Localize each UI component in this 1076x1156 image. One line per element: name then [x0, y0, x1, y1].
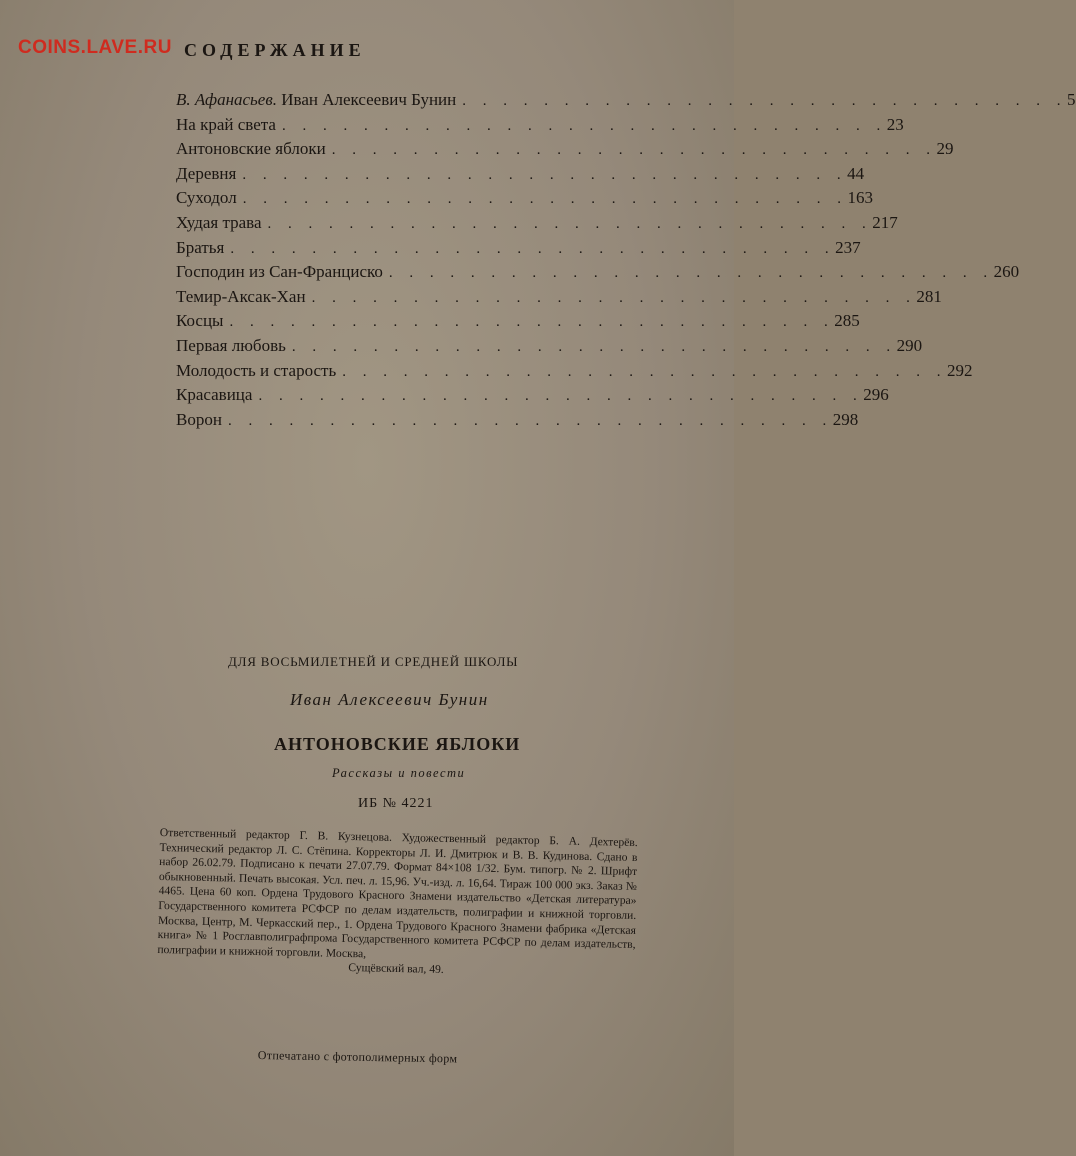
toc-leader-dots: . . . . . . . . . . . . . . . . . . . . . . . . . . . . . . — [311, 289, 917, 306]
toc-item — [176, 236, 861, 261]
toc-item-page: 163 — [847, 188, 873, 208]
toc-item-title — [176, 408, 228, 433]
toc-item — [176, 113, 904, 138]
toc-item-page: 44 — [847, 163, 865, 183]
ib-number: ИБ № 4221 — [358, 796, 434, 811]
toc-item — [176, 186, 873, 211]
toc-item-title-text: Худая трава — [176, 212, 262, 232]
book-author: Иван Алексеевич Бунин — [290, 690, 489, 709]
toc-item-title-text: Суходол — [176, 188, 237, 208]
toc-item-title-text: Первая любовь — [176, 335, 286, 355]
toc-item-page: 292 — [947, 360, 973, 380]
toc-item-title — [176, 137, 332, 162]
toc-leader-dots: . . . . . . . . . . . . . . . . . . . . . . . . . . . . . . — [281, 117, 887, 134]
toc-item-page: 285 — [834, 311, 860, 331]
toc-leader-dots: . . . . . . . . . . . . . . . . . . . . . . . . . . . . . . — [342, 363, 947, 380]
toc-item-title-text: Иван Алексеевич Бунин — [281, 90, 457, 109]
toc-item-author: В. Афанасьев. — [176, 90, 277, 109]
toc-item-page: 217 — [872, 212, 898, 232]
toc-item-title-text: Деревня — [176, 163, 237, 183]
toc-item-title — [176, 334, 292, 359]
toc-item-title-text: Молодость и старость — [176, 360, 337, 380]
imprint-block — [157, 826, 638, 982]
toc-item-title — [176, 359, 342, 384]
series-line: ДЛЯ ВОСЬМИЛЕТНЕЙ И СРЕДНЕЙ ШКОЛЫ — [228, 654, 519, 669]
toc-item-title — [176, 236, 230, 261]
imprint-text: Ответственный редактор Г. В. Кузнецова. Художественный редактор Б. А. Дехтерёв. Технический редактор Л. С. Стёпина. Корректоры Л. И. Дмитрюк и В. В. Кудинова. Сдано в набор 26.02.79. Подписано к печати 27.07.79. Формат 84×108 1/32. Бум. типогр. № 2. Шрифт обыкновенный. Печать высокая. Усл. печ. л. 15,96. Уч.-изд. л. 16,64. Тираж 100 000 экз. Заказ № 4465. Цена 60 коп. Ордена Трудового Красного Знамени издательство «Детская литература» Государственного комитета РСФСР по делам издательств, полиграфии и книжной торговли. Москва, Центр, М. Черкасский пер., 1. Ордена Трудового Красного Знамени фабрика «Детская книга» № 1 Росглавполиграфпрома Государственного комитета РСФСР по делам издательств, полиграфии и книжной торговли. Москва, — [157, 826, 638, 961]
toc-item-page: 290 — [896, 335, 923, 355]
toc-item-page: 281 — [916, 286, 942, 306]
imprint-address: Сущёвский вал, 49. — [348, 961, 444, 977]
toc-item — [176, 309, 860, 334]
printed-note: Отпечатано с фотополимерных форм — [257, 1048, 458, 1066]
toc-leader-dots: . . . . . . . . . . . . . . . . . . . . . . . . . . . . . . — [267, 215, 873, 232]
toc-item-title-text: Антоновские яблоки — [176, 139, 326, 159]
table-of-contents — [176, 88, 1076, 432]
toc-item-title-text: На край света — [176, 114, 276, 134]
toc-item — [176, 359, 973, 384]
toc-leader-dots: . . . . . . . . . . . . . . . . . . . . . . . . . . . . . . — [230, 240, 836, 257]
toc-leader-dots: . . . . . . . . . . . . . . . . . . . . . . . . . . . . . . — [291, 338, 897, 355]
toc-item-title-text: Ворон — [176, 409, 222, 429]
toc-item-page: 298 — [832, 409, 859, 429]
toc-item — [176, 137, 954, 162]
watermark: COINS.LAVE.RU — [18, 37, 172, 58]
toc-item-page: 296 — [863, 385, 889, 405]
toc-item — [176, 383, 889, 408]
toc-item — [176, 88, 1076, 113]
toc-item-title — [176, 309, 229, 334]
toc-leader-dots: . . . . . . . . . . . . . . . . . . . . . . . . . . . . . . — [462, 93, 1067, 109]
toc-item — [176, 285, 942, 310]
toc-item-title-text: Косцы — [176, 311, 224, 331]
toc-item-title — [176, 211, 268, 236]
toc-item-title-text: Темир-Аксак-Хан — [176, 286, 306, 306]
book-title: АНТОНОВСКИЕ ЯБЛОКИ — [274, 734, 521, 754]
toc-leader-dots: . . . . . . . . . . . . . . . . . . . . . . . . . . . . . . — [388, 265, 994, 282]
toc-leader-dots: . . . . . . . . . . . . . . . . . . . . . . . . . . . . . . — [227, 412, 833, 429]
toc-item-title — [176, 285, 312, 310]
toc-leader-dots: . . . . . . . . . . . . . . . . . . . . . . . . . . . . . . — [242, 166, 848, 183]
toc-leader-dots: . . . . . . . . . . . . . . . . . . . . . . . . . . . . . . — [242, 191, 848, 208]
toc-item — [176, 162, 865, 187]
toc-item — [176, 260, 1020, 285]
toc-item — [176, 334, 923, 359]
toc-item-title — [176, 260, 389, 285]
toc-item-page: 5 — [1067, 90, 1076, 109]
toc-item-title-text: Господин из Сан-Франциско — [176, 262, 383, 282]
toc-item-title — [176, 162, 242, 187]
toc-item-title — [176, 113, 282, 138]
book-genre: Рассказы и повести — [332, 766, 466, 780]
toc-item — [176, 211, 898, 236]
toc-item-page: 29 — [936, 139, 954, 159]
toc-leader-dots: . . . . . . . . . . . . . . . . . . . . . . . . . . . . . . — [258, 388, 864, 405]
contents-heading: СОДЕРЖАНИЕ — [184, 40, 366, 60]
toc-item-title-text: Братья — [176, 237, 225, 257]
toc-leader-dots: . . . . . . . . . . . . . . . . . . . . . . . . . . . . . . — [229, 314, 835, 331]
toc-item-page: 237 — [835, 237, 861, 257]
toc-item-title — [176, 383, 258, 408]
toc-item-page: 260 — [993, 262, 1020, 282]
toc-item-title — [176, 186, 243, 211]
toc-item-title-text: Красавица — [176, 385, 253, 405]
toc-item-title — [176, 88, 462, 113]
toc-item — [176, 408, 859, 433]
toc-item-page: 23 — [886, 114, 904, 134]
toc-leader-dots: . . . . . . . . . . . . . . . . . . . . . . . . . . . . . . — [331, 142, 937, 159]
